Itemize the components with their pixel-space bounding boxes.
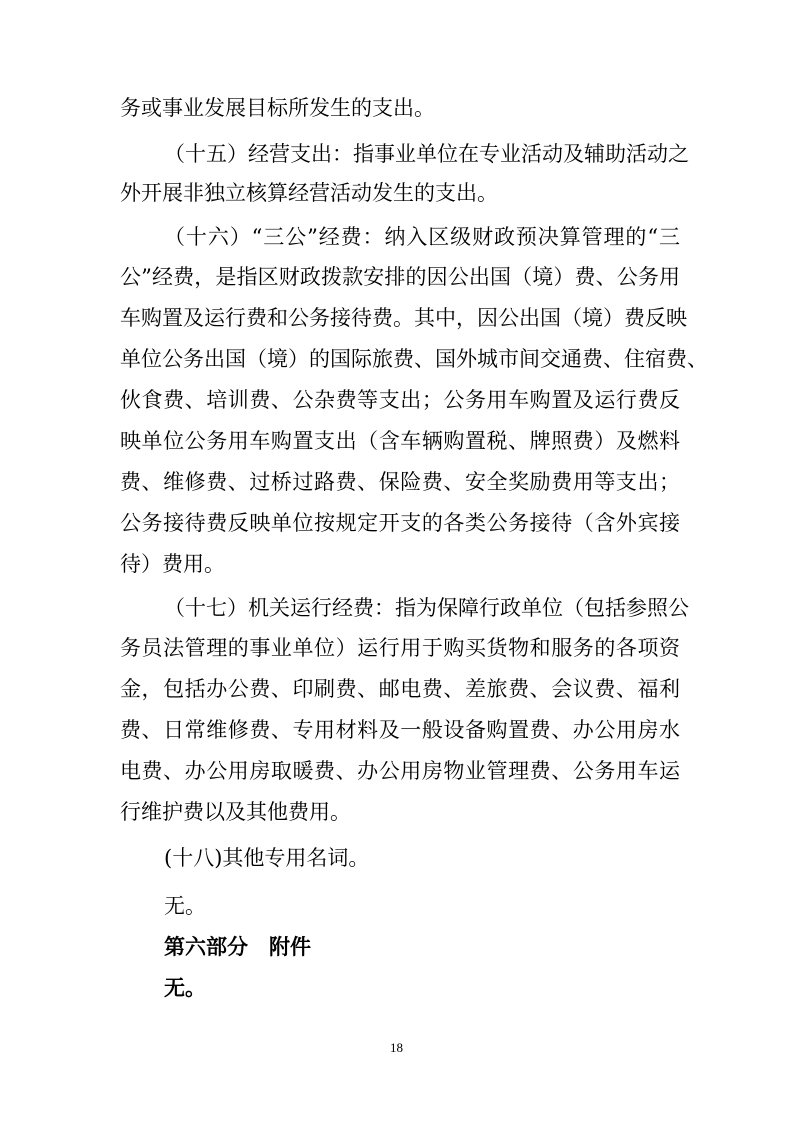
text-line: 无。 — [164, 894, 206, 918]
text-line: （十六）“三公”经费：纳入区级财政预决算管理的“三 — [164, 225, 680, 249]
text-line: 待）费用。 — [120, 552, 225, 576]
text-line: 单位公务出国（境）的国际旅费、国外城市间交通费、住宿费、 — [120, 347, 708, 371]
text-line: 务员法管理的事业单位）运行用于购买货物和服务的各项资 — [120, 636, 680, 660]
text-line: 公”经费，是指区财政拨款安排的因公出国（境）费、公务用 — [120, 265, 680, 289]
text-line: 映单位公务用车购置支出（含车辆购置税、牌照费）及燃料 — [120, 429, 680, 453]
text-line: 费、维修费、过桥过路费、保险费、安全奖励费用等支出； — [120, 470, 680, 494]
text-line: 伙食费、培训费、公杂费等支出；公务用车购置及运行费反 — [120, 388, 680, 412]
text-line: 外开展非独立核算经营活动发生的支出。 — [120, 181, 498, 205]
page-number: 18 — [390, 1040, 403, 1055]
text-line: 车购置及运行费和公务接待费。其中，因公出国（境）费反映 — [120, 306, 687, 330]
text-line: （十七）机关运行经费：指为保障行政单位（包括参照公 — [164, 596, 689, 620]
text-line: 电费、办公用房取暖费、办公用房物业管理费、公务用车运 — [120, 759, 680, 783]
text-line: 金，包括办公费、印刷费、邮电费、差旅费、会议费、福利 — [120, 677, 680, 701]
text-line: 公务接待费反映单位按规定开支的各类公务接待（含外宾接 — [120, 511, 680, 535]
text-line: 行维护费以及其他费用。 — [120, 800, 351, 824]
section-heading: 第六部分 附件 — [164, 935, 311, 959]
text-line: (十八)其他专用名词。 — [164, 846, 370, 870]
text-line: 无。 — [164, 976, 206, 1000]
text-line: （十五）经营支出：指事业单位在专业活动及辅助活动之 — [164, 142, 689, 166]
text-line: 务或事业发展目标所发生的支出。 — [120, 96, 435, 120]
text-line: 费、日常维修费、专用材料及一般设备购置费、办公用房水 — [120, 718, 680, 742]
